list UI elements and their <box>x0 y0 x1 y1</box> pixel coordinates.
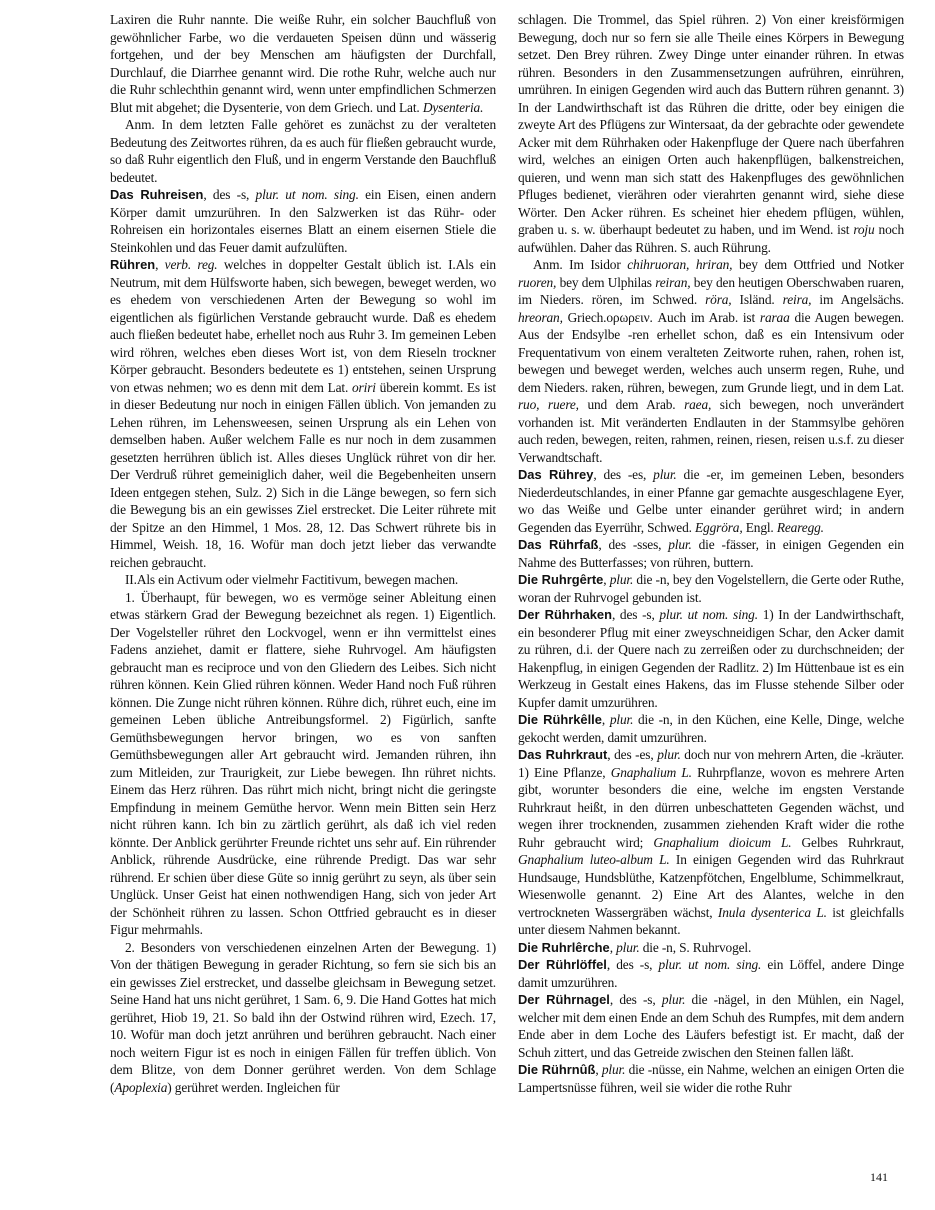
text-segment: , des -s, <box>606 957 659 972</box>
text-segment: , des -sses, <box>598 537 669 552</box>
text-segment: , <box>601 712 610 727</box>
text-segment: , des -es, <box>593 467 654 482</box>
text-segment: bey dem Ulphilas <box>556 274 656 290</box>
italic-text: plur. ut nom. sing. <box>659 607 758 622</box>
italic-text: oriri <box>352 379 376 395</box>
text-segment: Anm. Im Isidor <box>533 257 628 272</box>
italic-text: plur. <box>668 537 692 552</box>
italic-text: plur. <box>661 992 686 1007</box>
text-segment: , <box>603 572 610 587</box>
headword: Das Rührfaß <box>518 537 599 552</box>
italic-text: reira, <box>782 292 812 307</box>
text-segment: In einigen Gegenden wird das Ruhrkraut Hundsauge, Hundsblüthe, Katzenpfötchen, Engelblume, Schimmelkraut, Wiesenwolle genannt. 2) Eine Art des Alantes, welche in den vertrockneten Wassergräben wächst, <box>518 852 904 920</box>
text-paragraph <box>518 256 904 466</box>
italic-text: verb. reg. <box>164 257 218 272</box>
page-number: 141 <box>870 1170 888 1184</box>
italic-text: Gnaphalium L. <box>610 764 692 780</box>
dictionary-entry <box>518 939 904 957</box>
text-segment: die Augen bewegen. Aus der Endsylbe -ren erhellet schon, daß es ein Intensivum oder Frequentativum von einem veralteten Zeitworte ruhen, rahen, rohen ist, bewegen und beweget werden, welches auch unserm regen, Ruhe, und dem Nieders. raken, rühren, bewegen, zum Grunde liegt, und in dem Lat. <box>518 309 904 395</box>
text-segment: die -nägel, in den Mühlen, ein Nagel, welcher mit dem einen Ende an dem Schuh des Rumpfes, mit dem andern Ende aber in dem Loche des Läufers befestigt ist. Er macht, daß der Schuh zittert, und das Getreide zwischen den Steinen fallen läßt. <box>518 992 904 1060</box>
text-segment: 1. Überhaupt, für bewegen, wo es vermöge seiner Ableitung einen etwas stärkern Grad der Bewegung bezeichnet als regen. 1) Eigentlich. Der Vogelsteller rühret den Lockvogel, wenn er ihn vermittelst eines Fadens anziehet, damit er flattere, siehe Ruhrvogel. Am häufigsten gebraucht man es reciproce und von den Gliedern des Leibes. Sich nicht rühren können. Kein Glied rühren können. Weder Hand noch Fuß rühren können. Die Zunge nicht rühren können. Rühre dich, rühret euch, eine im gemeinen Leben übliche Antreibungsformel. 2) Figürlich, sanfte Gemüthsbewegungen hervor bringen, wo es von sanften Gemüthsbewegungen aller Art gebraucht wird. Jemanden rühren, ihn zum Mitleiden, zur Traurigkeit, zur Liebe bewegen. Ihn rühret nichts. Einem das Herz rühren. Das rührt mich nicht, bringt nicht die geringste Empfindung in meinem Gemüthe hervor. Wenn mein Bitten sein Herz nicht rühren kann. Ich bin zu zärtlich gerührt, als daß ich viel reden könnte. Der Anblick gerührter Freunde richtet uns sehr auf. Ein rührender Anblick, rührende Ausdrücke, eine rührende Predigt. Das war sehr rührend. Er schien über diese Güte so innig gerührt zu seyn, als über sein Unglück. Unser Geist hat einen nothwendigen Hang, sich von jeder Art der Schönheit rühren zu lassen. Schon Ottfried gebraucht es in dieser Figur mehrmahls. <box>110 589 496 937</box>
text-segment: schlagen. Die Trommel, das Spiel rühren. 2) Von einer kreisförmigen Bewegung, doch nur so fern sie alle Theile eines Körpers in Bewegung setzet. Den Brey rühren. Zwey Dinge unter einander rühren. In etwas rühren. Besonders in den Zusammensetzungen aufrühren, einrühren, umrühren. In einigen Gegenden wird auch das Buttern rühren genannt. 3) In der Landwirthschaft ist das Rühren die dritte, oder bey einigen die zweyte Art des Pflügens zur Wintersaat, da der gebrachte oder gewendete Acker mit dem Rührhaken oder Hakenpfluge der Quere nach überfahren wird, welches an einigen Orten auch hakenpflügen, balkenstreichen, quieren, und wenn man sich statt des Hakenpfluges des gewöhnlichen Pfluges bedienet, vierähren oder vierahrten genannt wird, siehe diese Wörter. Den Acker rühren. Es scheinet hier ehedem pflügen, wühlen, graben u. s. w. überhaupt bedeutet zu haben, und im Wend. ist <box>518 12 904 237</box>
text-segment: Engl. <box>742 519 777 535</box>
text-segment: die -n, S. Ruhrvogel. <box>639 939 752 955</box>
text-segment: und dem Arab. <box>578 397 685 412</box>
text-segment: , des -s, <box>609 992 662 1007</box>
text-segment: 1) In der Landwirthschaft, ein besonderer Pflug mit einer zweyschneidigen Schar, den Acker damit zu rühren, d.i. der Quere nach zu zerreißen oder zu durchschneiden; der Hakenpflug, in einigen Gegenden der Radlitz. 2) Im Hüttenbaue ist es ein Werkzeug in Gestalt eines Hakens, das im Flusse stehende Silber oder Kupfer damit umzurühren. <box>518 607 905 710</box>
dictionary-entry <box>518 956 904 991</box>
italic-text: ruo, ruere, <box>518 397 579 412</box>
headword: Das Rührey <box>518 467 594 482</box>
text-segment: bey den heutigen Oberschwaben ruaren, im Nieders. rören, im Schwed. <box>518 274 904 307</box>
text-segment: die -er, im gemeinen Leben, besonders Niederdeutschlandes, in einer Pfanne gar gemachte ausgeschlagene Eyer, wo das Weiße und Gelbe unter einander gerühret wird; in andern Gegenden das Eyerrühr, Schwed. <box>518 467 904 535</box>
text-paragraph <box>110 11 496 116</box>
dictionary-entry <box>518 746 904 939</box>
text-segment: die -fässer, in einigen Gegenden ein Nahme des Butterfasses; von rühren, buttern. <box>518 537 904 570</box>
text-segment: überein kommt. Es ist in dieser Bedeutung nur noch in einigen Fällen üblich. Von jemanden zu Lehen rühren, im Lehensweesen, seinen Ursprung als ein Lehen von demselben haben. Außer welchem Falle es nur noch in dem zusammen gesetzten herrühren üblich ist. Alles dieses Unglück rühret von dir her. Der Verdruß rühret gemeiniglich daher, weil die Begebenheiten unsern Ideen entgegen stehen, Sulz. 2) Sich in die Länge bewegen, so fern sich die Bewegung bis an ein gewisses Ziel erstrecket. Die Leiter rührete mit der Spitze an den Himmel, 1 Mos. 28, 12. Das Schwert rührete bis in Himmel, Weish. 18, 16. Wofür man doch jetzt lieber das verwandte reichen gebraucht. <box>110 379 496 570</box>
italic-text: plur. <box>609 712 634 727</box>
dictionary-entry <box>110 256 496 571</box>
italic-text: Dysenteria. <box>422 99 484 115</box>
dictionary-entry <box>110 186 496 256</box>
text-segment: Griech.ορωρειν. Auch im Arab. ist <box>562 309 760 325</box>
text-segment: 2. Besonders von verschiedenen einzelnen Arten der Bewegung. 1) Von der thätigen Bewegung in gerader Richtung, so fern sie sich bis an ein gewisses Ziel erstrecket, und dasselbe gleichsam in Bewegung setzet. Seine Hand hat uns nicht gerühret, 1 Sam. 6, 9. Die Hand Gottes hat mich gerühret, Hiob 19, 21. So bald ihn der Ostwind rühren wird, Ezech. 17, 10. Wofür man doch jetzt anrühren und berühren gebraucht. Nach einer noch weitern Figur ist es noch in einigen Fällen für treffen üblich. Von dem Blitze, von dem Donner gerühret werden. Von dem Schlage ( <box>110 939 496 1095</box>
text-segment: sich bewegen, noch unverändert vorhanden ist. Mit veränderten Endlauten in der Stammsylbe gehören auch reden, bewegen, reiten, rahmen, reinen, riesen, reisen u.s.f. zu dieser Verwandtschaft. <box>518 397 904 465</box>
text-paragraph <box>110 571 496 589</box>
dictionary-entry <box>518 536 904 571</box>
dictionary-entry <box>518 711 904 746</box>
text-segment: , des -es, <box>607 747 658 762</box>
headword: Der Rührhaken <box>518 607 612 622</box>
dictionary-entry <box>518 466 904 536</box>
headword: Die Ruhrlêrche <box>518 939 610 955</box>
text-segment: ein Eisen, einen andern Körper damit umzurühren. In den Salzwerken ist das Rühr- oder Rohreisen ein horizontales eisernes Blatt an einem eisernen Stiele die Steinkohlen und das Feuer damit aufzulüften. <box>110 187 496 255</box>
text-segment: ist gleichfalls unter diesem Nahmen bekannt. <box>518 904 904 937</box>
italic-text: plur. ut nom. sing. <box>658 957 762 972</box>
text-segment: die -n, bey den Vogelstellern, die Gerte oder Ruthe, woran der Ruhrvogel gebunden ist. <box>518 572 904 605</box>
italic-text: ruoren, <box>518 274 557 290</box>
italic-text: raea, <box>684 397 712 412</box>
text-segment: , des -s, <box>611 607 660 622</box>
dictionary-entry <box>518 571 904 606</box>
headword: Die Rührkêlle <box>518 712 602 727</box>
headword: Rühren <box>110 257 156 272</box>
italic-text: plur. <box>657 747 681 762</box>
italic-text: plur. <box>616 939 640 955</box>
headword: Die Rührnûß <box>518 1062 596 1077</box>
text-segment: bey dem Ottfried und Notker <box>732 257 904 272</box>
text-paragraph <box>110 116 496 186</box>
left-column <box>110 11 496 1096</box>
italic-text: Inula dysenterica L. <box>717 904 827 920</box>
text-segment: die -n, in den Küchen, eine Kelle, Dinge, welche gekocht werden, damit umzurühren. <box>518 712 904 745</box>
headword: Das Ruhreisen <box>110 187 204 202</box>
italic-text: plur. <box>601 1062 626 1077</box>
dictionary-entry <box>518 606 904 711</box>
text-segment: noch aufwühlen. Daher das Rühren. S. auch Rührung. <box>518 222 904 255</box>
italic-text: raraa <box>759 309 790 325</box>
headword: Der Rührnagel <box>518 992 610 1007</box>
text-segment: Isländ. <box>731 292 783 307</box>
text-paragraph <box>110 939 496 1097</box>
text-segment: ) gerühret werden. Ingleichen für <box>167 1079 340 1095</box>
text-segment: Anm. In dem letzten Falle gehöret es zunächst zu der veralteten Bedeutung des Zeitwortes rühren, da es auch für fließen gebraucht wurde, so daß Ruhr eigentlich den Fluß, und in engerm Verstande den Bauchfluß bedeutet. <box>110 117 496 185</box>
text-segment: Ruhrpflanze, wovon es mehrere Arten gibt, worunter besonders die eine, welche im engsten Verstande Ruhrkraut heißt, in den dürren unbeschatteten Gegenden wächst, und wegen ihrer trocknenden, zusammen ziehenden Kraft wider die rothe Ruhr gebraucht wird; <box>518 764 904 850</box>
text-segment: , <box>595 1062 602 1077</box>
italic-text: röra, <box>705 292 732 307</box>
italic-text: plur. ut nom. sing. <box>255 187 359 202</box>
headword: Die Ruhrgêrte <box>518 572 604 587</box>
headword: Der Rührlöffel <box>518 957 607 972</box>
text-segment: doch nur von mehrern Arten, die -kräuter. 1) Eine Pflanze, <box>518 747 904 780</box>
italic-text: plur. <box>653 467 677 482</box>
dictionary-entry <box>518 991 904 1061</box>
text-segment: II.Als ein Activum oder vielmehr Factitivum, bewegen machen. <box>125 572 459 587</box>
text-segment: , <box>155 257 165 272</box>
italic-text: Gnaphalium dioicum L. <box>653 834 792 850</box>
italic-text: reiran, <box>655 274 691 290</box>
italic-text: Eggröra, <box>695 519 743 535</box>
italic-text: Rearegg. <box>776 519 824 535</box>
text-segment: ein Löffel, andere Dinge damit umzurühren. <box>518 957 904 990</box>
italic-text: Gnaphalium luteo-album L. <box>518 852 670 867</box>
text-segment: Laxiren die Ruhr nannte. Die weiße Ruhr, ein solcher Bauchfluß von gewöhnlicher Farbe, wo die verdaueten Speisen dünn und wässerig fortgehen, und der bey Menschen am häufigsten der Durchfall, Durchlauf, die Diarrhee genannt wird. Die rothe Ruhr, welche auch nur die Ruhr schlechthin genannt wird, wenn unter empfindlichen Schmerzen Blut mit abgehet; die Dysenterie, von dem Griech. und Lat. <box>110 12 496 115</box>
headword: Das Ruhrkraut <box>518 747 608 762</box>
text-paragraph <box>518 11 904 256</box>
text-segment: die -nüsse, ein Nahme, welchen an einigen Orten die Lampertsnüsse führen, weil sie wider die rothe Ruhr <box>518 1062 904 1095</box>
italic-text: plur. <box>609 572 634 587</box>
italic-text: roju <box>853 222 875 237</box>
text-segment: , des -s, <box>203 187 256 202</box>
text-segment: , <box>609 939 617 955</box>
text-segment: welches in doppelter Gestalt üblich ist. I.Als ein Neutrum, mit dem Hülfsworte haben, sich bewegen, beweget werden, wo es ehedem von verschiedenen Arten der Bewegung so wohl im eigentlichen als figürlichen Verstande gebraucht wurde. Daß es ehedem auch fließen bedeutet habe, erhellet noch aus Ruhr 3. Im gemeinen Leben wird röhren, welches eben dieses Wort ist, von dem Rieseln trockner Körper gebraucht. Besonders bedeutete es 1) entstehen, seinen Ursprung von etwas nehmen; wo es denn mit dem Lat. <box>110 257 496 395</box>
italic-text: hreoran, <box>518 309 563 325</box>
italic-text: chihruoran, hriran, <box>627 257 733 272</box>
italic-text: Apoplexia <box>114 1079 168 1095</box>
text-paragraph <box>110 589 496 939</box>
text-segment: Gelbes Ruhrkraut, <box>791 834 905 850</box>
text-segment: im Angelsächs. <box>811 292 904 307</box>
right-column <box>518 11 904 1096</box>
dictionary-entry <box>518 1061 904 1096</box>
